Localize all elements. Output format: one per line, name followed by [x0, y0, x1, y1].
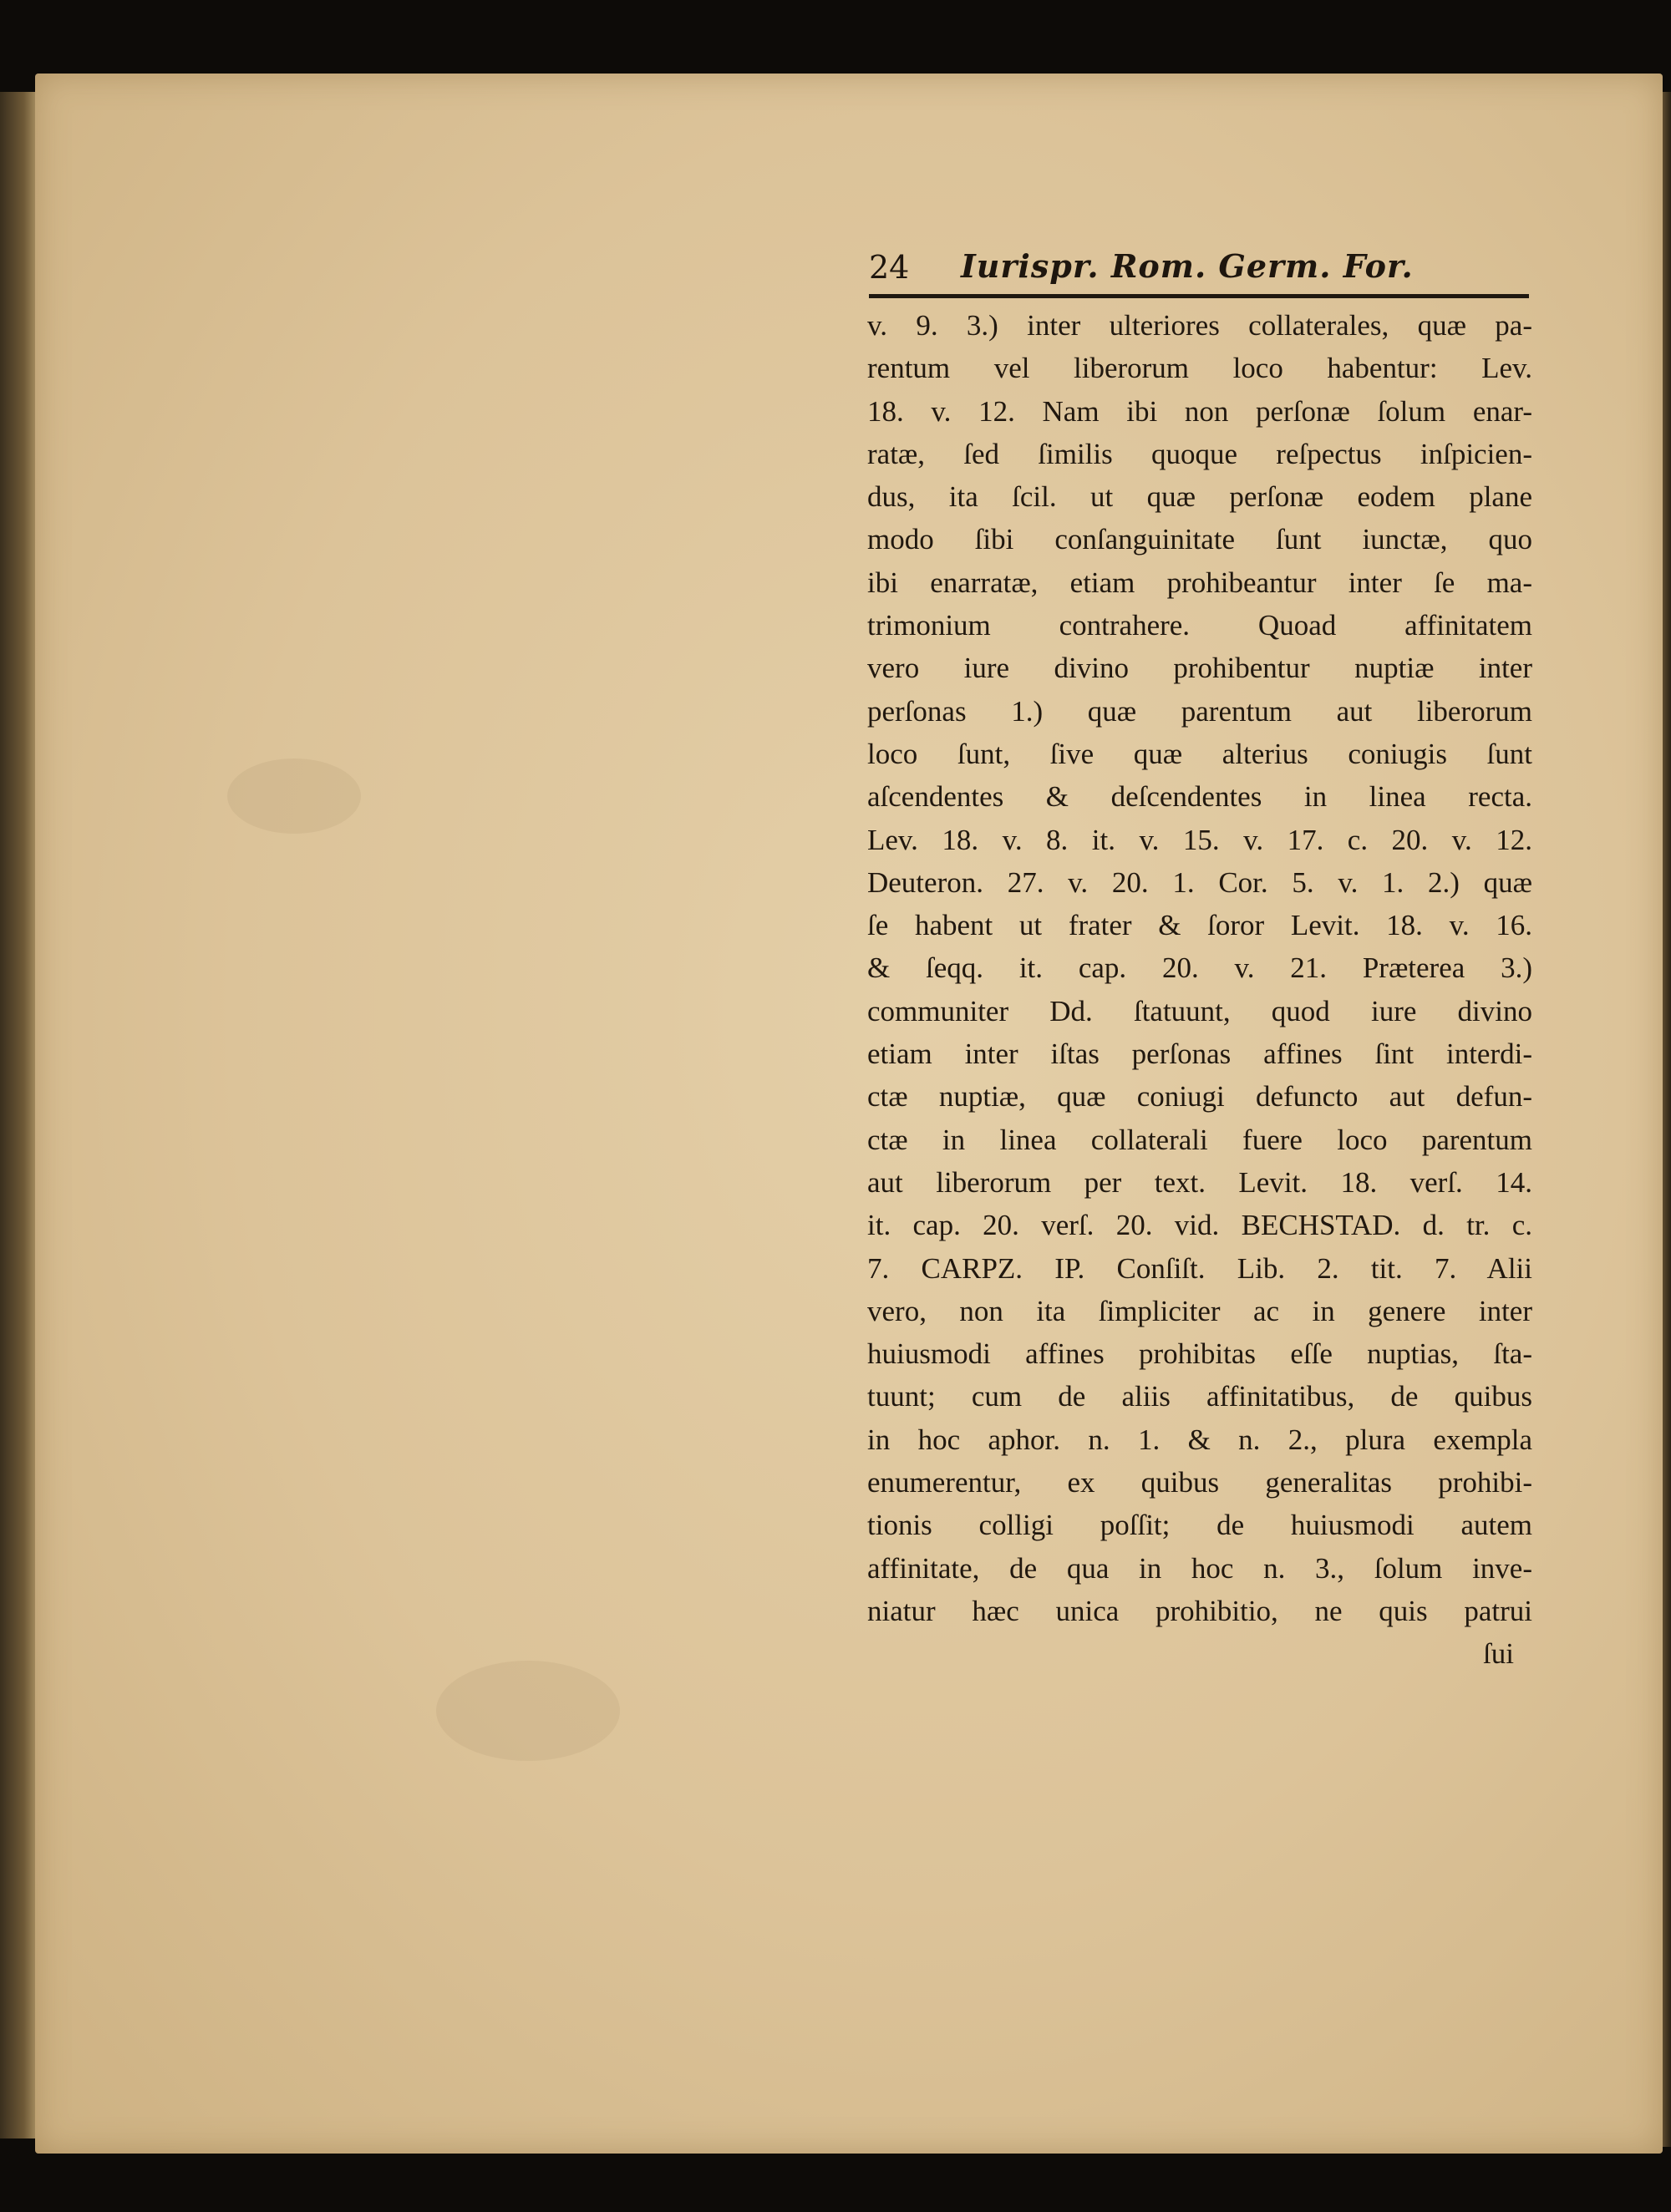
- book-edge-left: [0, 92, 40, 2138]
- text-line: modo ſibi conſanguinitate ſunt iunctæ, quo: [867, 523, 1532, 556]
- text-line: loco ſunt, ſive quæ alterius coniugis ſunt: [867, 737, 1532, 770]
- text-line: vero iure divino prohibentur nuptiæ inter: [867, 652, 1532, 685]
- text-line: in hoc aphor. n. 1. & n. 2., plura exempla: [867, 1423, 1532, 1456]
- body-text: [867, 304, 1532, 1676]
- text-line: 7. CARPZ. IP. Conſiſt. Lib. 2. tit. 7. Alii: [867, 1251, 1532, 1285]
- page-header: [869, 244, 1529, 292]
- text-line: ibi enarratæ, etiam prohibeantur inter ſe ma-: [867, 566, 1532, 599]
- page-number: 24: [869, 249, 910, 286]
- text-line: ſe habent ut frater & ſoror Levit. 18. v. 16.: [867, 909, 1532, 942]
- text-line: etiam inter iſtas perſonas affines ſint interdi-: [867, 1038, 1532, 1071]
- text-line: Deuteron. 27. v. 20. 1. Cor. 5. v. 1. 2.) quæ: [867, 865, 1532, 899]
- paper-stain: [227, 758, 361, 834]
- text-line: ctæ nuptiæ, quæ coniugi defuncto aut defun-: [867, 1080, 1532, 1114]
- text-line: communiter Dd. ſtatuunt, quod iure divino: [867, 994, 1532, 1027]
- text-line: aut liberorum per text. Levit. 18. verſ. 14.: [867, 1165, 1532, 1199]
- text-line: enumerentur, ex quibus generalitas prohibi-: [867, 1466, 1532, 1499]
- text-line: aſcendentes & deſcendentes in linea recta.: [867, 780, 1532, 814]
- text-line: 18. v. 12. Nam ibi non perſonæ ſolum enar-: [867, 394, 1532, 428]
- text-line: ctæ in linea collaterali fuere loco parentum: [867, 1123, 1532, 1156]
- header-rule: [869, 294, 1529, 298]
- text-line: trimonium contrahere. Quoad affinitatem: [867, 609, 1532, 642]
- running-head: Iurispr. Rom. Germ. For.: [961, 247, 1414, 285]
- text-line: Lev. 18. v. 8. it. v. 15. v. 17. c. 20. v. 12.: [867, 823, 1532, 856]
- text-line: perſonas 1.) quæ parentum aut liberorum: [867, 694, 1532, 728]
- text-line: vero, non ita ſimpliciter ac in genere inter: [867, 1294, 1532, 1327]
- text-line: v. 9. 3.) inter ulteriores collaterales, quæ pa-: [867, 309, 1532, 342]
- paper-stain: [436, 1661, 620, 1761]
- text-line: tuunt; cum de aliis affinitatibus, de quibus: [867, 1380, 1532, 1413]
- catchword: ſui: [1483, 1637, 1514, 1671]
- text-line: rentum vel liberorum loco habentur: Lev.: [867, 352, 1532, 385]
- text-line: affinitate, de qua in hoc n. 3., ſolum inve-: [867, 1551, 1532, 1585]
- text-line: dus, ita ſcil. ut quæ perſonæ eodem plane: [867, 480, 1532, 514]
- text-line: ratæ, ſed ſimilis quoque reſpectus inſpicien-: [867, 437, 1532, 470]
- text-line: & ſeqq. it. cap. 20. v. 21. Præterea 3.): [867, 951, 1532, 985]
- text-line: it. cap. 20. verſ. 20. vid. BECHSTAD. d. tr. c.: [867, 1209, 1532, 1242]
- text-line: huiusmodi affines prohibitas eſſe nuptias, ſta-: [867, 1337, 1532, 1371]
- text-line: tionis colligi poſſit; de huiusmodi autem: [867, 1509, 1532, 1542]
- text-line: niatur hæc unica prohibitio, ne quis patrui: [867, 1594, 1532, 1627]
